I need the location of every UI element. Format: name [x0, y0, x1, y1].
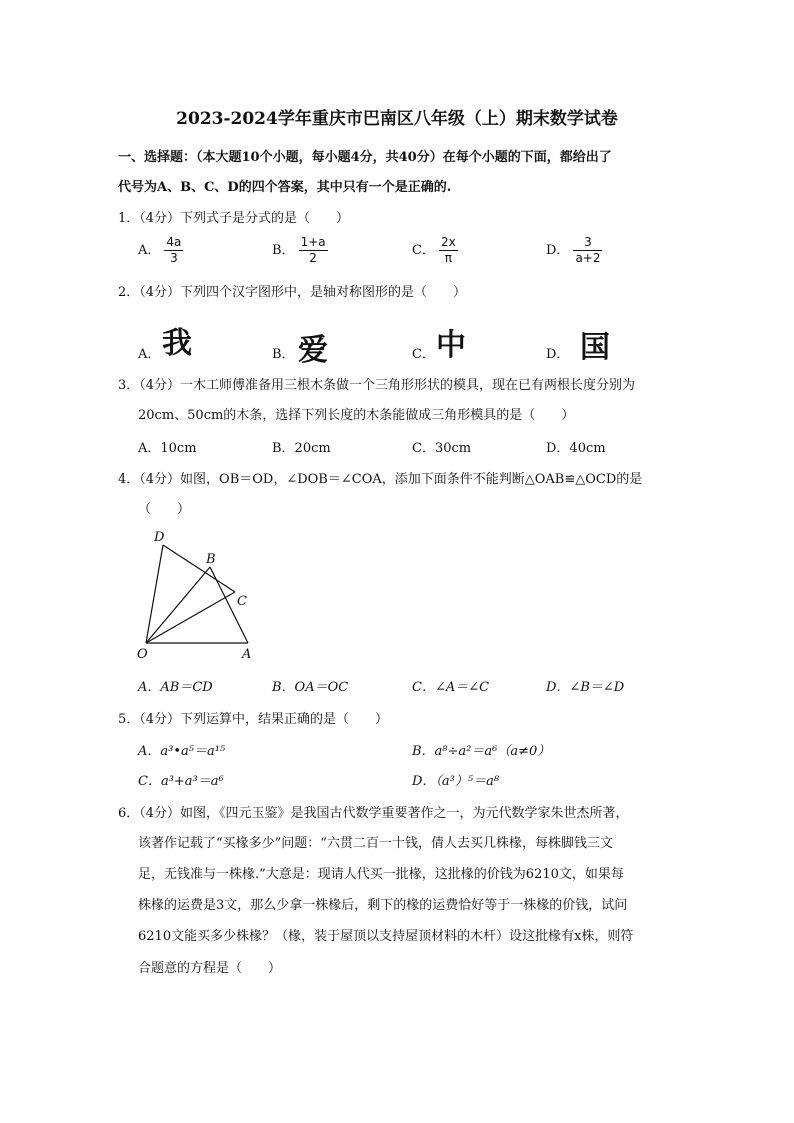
q2-option-a-char: 我 [162, 326, 192, 361]
point-label-o: O [137, 647, 148, 662]
q4-option-c: C．∠A＝∠C [412, 680, 490, 695]
q2-option-c-label: C． [412, 347, 435, 362]
q5-option-d: D．（a³）⁵＝a⁸ [412, 774, 500, 789]
q5-option-a: A．a³•a⁵＝a¹⁵ [138, 744, 226, 759]
segment-oc [146, 592, 235, 643]
q1-option-b: B． $\frac{1+a}{2}$ [272, 235, 326, 265]
q2-option-d-char: 国 [580, 330, 610, 365]
q5-option-b: B．a⁸÷a²＝a⁶（a≠0） [412, 744, 551, 759]
q2-option-b-char: 爱 [298, 333, 328, 368]
segment-dc [163, 545, 235, 592]
question-3-line1: 3．（4分）一木工师傅准备用三根木条做一个三角形形状的模具，现在已有两根长度分别为 [118, 378, 636, 393]
page-title: 2023-2024学年重庆市巴南区八年级（上）期末数学试卷 [176, 109, 618, 129]
q3-option-b: B．20cm [272, 441, 331, 456]
question-4-line1: 4．（4分）如图，OB＝OD，∠DOB＝∠COA，添加下面条件不能判断△OAB≌△OCD的是 [118, 472, 643, 487]
q1-a-fraction: $\frac{4a}{3}$ [166, 235, 182, 265]
q4-option-b: B．OA＝OC [272, 680, 349, 695]
q3-option-c: C．30cm [412, 441, 472, 456]
question-5-stem: 5．（4分）下列运算中，结果正确的是（ ） [118, 712, 389, 727]
question-6-line6: 合题意的方程是（ ） [138, 961, 282, 976]
q4-option-d: D．∠B＝∠D [546, 680, 625, 695]
section-heading-line1: 一、选择题：（本大题10个小题，每小题4分，共40分）在每个小题的下面，都给出了 [118, 150, 612, 165]
q1-option-a: A． $\frac{4a}{3}$ [138, 235, 182, 265]
question-4-line2: （ ） [138, 502, 191, 517]
q2-option-c-char: 中 [436, 328, 466, 363]
point-label-d: D [154, 530, 165, 545]
q1-option-c: C． $\frac{2x}{\pi}$ [412, 235, 456, 265]
question-1-stem: 1．（4分）下列式子是分式的是（ ） [118, 211, 350, 226]
q2-option-a-label: A． [138, 347, 161, 362]
question-6-line2: 该著作记载了“买椽多少”问题：“六贯二百一十钱，倩人去买几株椽，每株脚钱三文 [138, 836, 613, 851]
q1-d-fraction: $\frac{3}{a+2}$ [575, 235, 601, 265]
question-6-line3: 足，无钱准与一株椽.”大意是：现请人代买一批椽，这批椽的价钱为6210文，如果每 [138, 867, 624, 882]
point-label-c: C [237, 594, 247, 609]
q2-option-b-label: B． [272, 347, 295, 362]
point-label-b: B [206, 552, 216, 567]
q3-option-a: A．10cm [138, 441, 197, 456]
point-label-a: A [242, 647, 252, 662]
q1-b-fraction: $\frac{1+a}{2}$ [300, 235, 326, 265]
question-3-line2: 20cm、50cm的木条，选择下列长度的木条能做成三角形模具的是（ ） [138, 408, 575, 423]
question-6-line5: 6210文能买多少株椽？（椽，装于屋顶以支持屋顶材料的木杆）设这批椽有x株，则符 [138, 929, 634, 944]
q2-option-d-label: D． [546, 347, 570, 362]
triangle-figure [130, 525, 270, 665]
section-heading-line2: 代号为A、B、C、D的四个答案，其中只有一个是正确的. [118, 180, 452, 195]
q5-option-c: C．a³+a³＝a⁶ [138, 774, 224, 789]
q1-option-d: D． $\frac{3}{a+2}$ [546, 235, 601, 265]
question-6-line4: 株椽的运费是3文，那么少拿一株椽后，剩下的椽的运费恰好等于一株椽的价钱，试问 [138, 898, 628, 913]
question-2-stem: 2．（4分）下列四个汉字图形中，是轴对称图形的是（ ） [118, 285, 467, 300]
q3-option-d: D．40cm [546, 441, 606, 456]
segment-od [146, 545, 163, 643]
question-6-line1: 6．（4分）如图，《四元玉鉴》是我国古代数学重要著作之一，为元代数学家朱世杰所著， [118, 806, 629, 821]
q4-option-a: A．AB＝CD [138, 680, 213, 695]
q1-c-fraction: $\frac{2x}{\pi}$ [440, 235, 456, 265]
segment-ob [146, 567, 210, 643]
